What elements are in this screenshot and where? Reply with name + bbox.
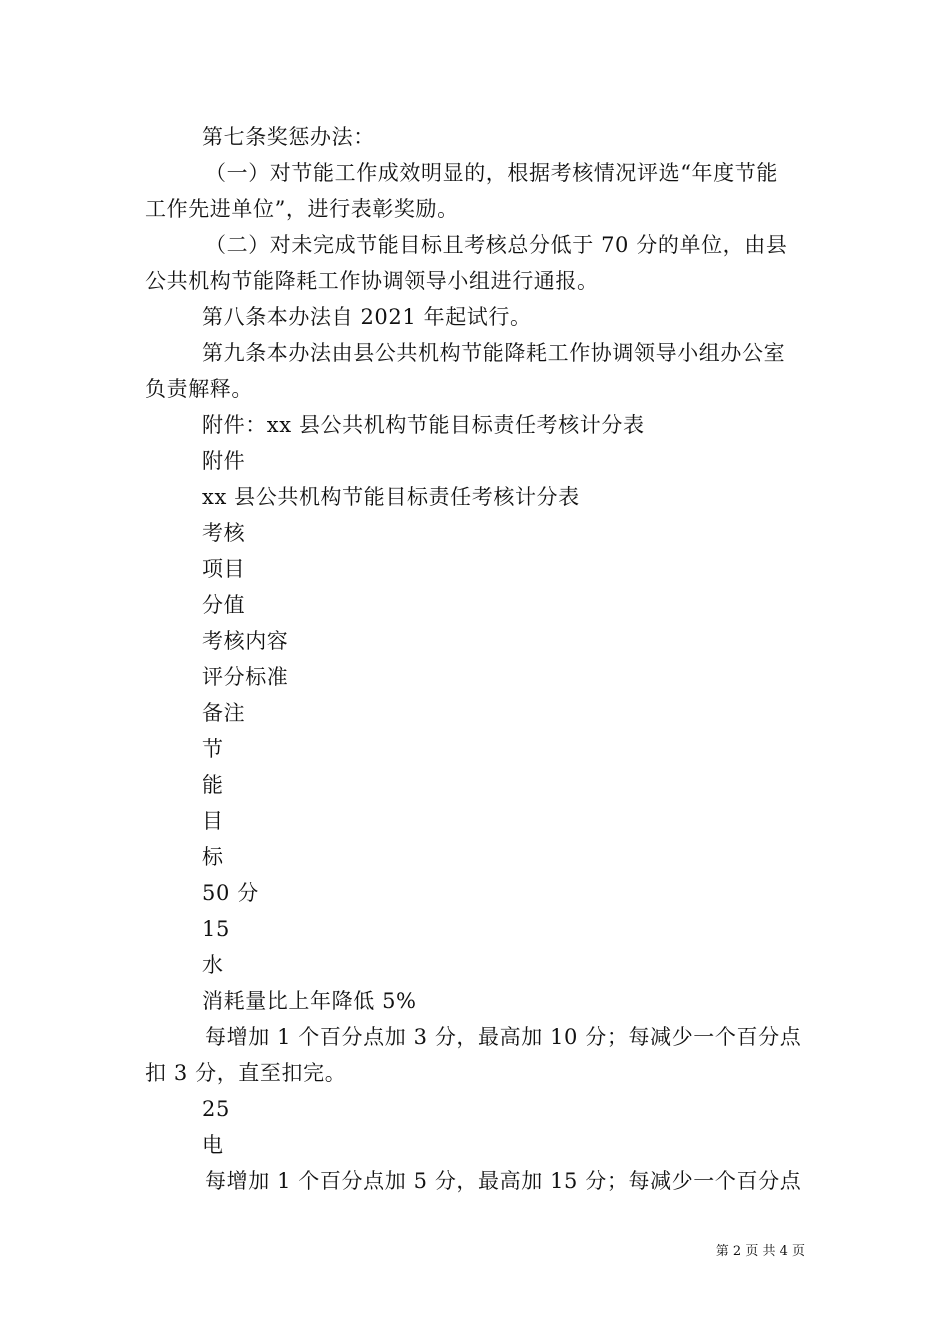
- table-cell-water-label: 水: [202, 953, 224, 977]
- article-8: 第八条本办法自 2021 年起试行。: [202, 305, 532, 329]
- table-cell-power-criteria-line-1: 每增加 1 个百分点加 5 分，最高加 15 分；每减少一个百分点: [205, 1169, 802, 1193]
- table-header-item-1: 考核: [202, 521, 246, 545]
- table-cell-category-score: 50 分: [202, 881, 259, 905]
- table-header-criteria: 评分标准: [202, 665, 289, 689]
- reward-clause-1-line-1: （一）对节能工作成效明显的，根据考核情况评选“年度节能: [205, 161, 778, 185]
- table-cell-power-label: 电: [202, 1133, 224, 1157]
- table-cell-water-criteria-line-2: 扣 3 分，直至扣完。: [145, 1061, 347, 1085]
- table-cell-category-char: 节: [202, 737, 224, 761]
- table-cell-category-char: 标: [202, 845, 224, 869]
- page-number-footer: 第 2 页 共 4 页: [715, 1244, 805, 1259]
- penalty-clause-2-line-1: （二）对未完成节能目标且考核总分低于 70 分的单位，由县: [205, 233, 788, 257]
- table-cell-water-score: 15: [202, 917, 230, 941]
- table-header-content: 考核内容: [202, 629, 289, 653]
- reward-clause-1-line-2: 工作先进单位”，进行表彰奖励。: [145, 197, 459, 221]
- table-header-item-2: 项目: [202, 557, 246, 581]
- table-cell-water-criteria-line-1: 每增加 1 个百分点加 3 分，最高加 10 分；每减少一个百分点: [205, 1025, 802, 1049]
- table-cell-water-content: 消耗量比上年降低 5%: [202, 989, 417, 1013]
- attachment-label: 附件: [202, 449, 246, 473]
- table-cell-power-score: 25: [202, 1097, 230, 1121]
- table-cell-category-char: 能: [202, 773, 224, 797]
- attachment-reference: 附件：xx 县公共机构节能目标责任考核计分表: [202, 413, 645, 437]
- table-header-notes: 备注: [202, 701, 246, 725]
- article-9-line-2: 负责解释。: [145, 377, 253, 401]
- table-header-score: 分值: [202, 593, 246, 617]
- penalty-clause-2-line-2: 公共机构节能降耗工作协调领导小组进行通报。: [145, 269, 599, 293]
- article-9-line-1: 第九条本办法由县公共机构节能降耗工作协调领导小组办公室: [202, 341, 786, 365]
- table-cell-category-char: 目: [202, 809, 224, 833]
- attachment-title: xx 县公共机构节能目标责任考核计分表: [202, 485, 580, 509]
- article-7-heading: 第七条奖惩办法：: [202, 125, 375, 149]
